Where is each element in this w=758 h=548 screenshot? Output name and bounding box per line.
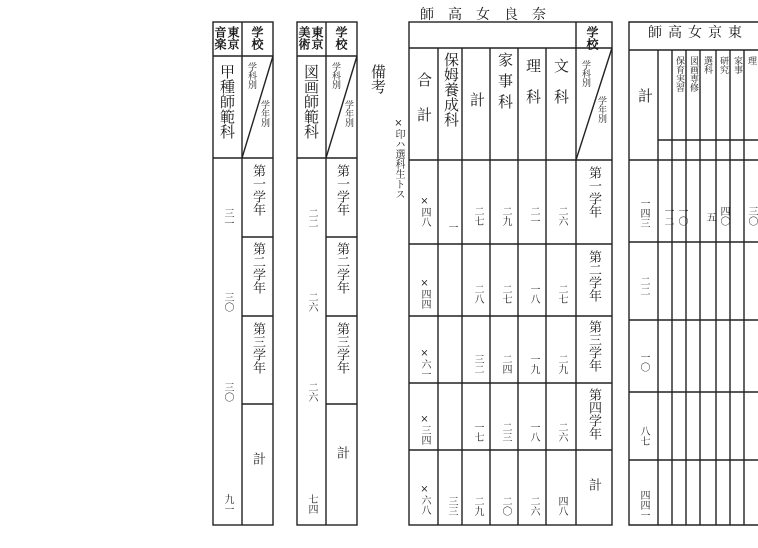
- table3-r4-literature: 二六: [556, 422, 567, 442]
- table1-school-line2: 音楽: [213, 26, 227, 50]
- table2-dept-name: 図画師範科: [302, 64, 320, 139]
- table1-value-2: 三〇: [222, 292, 233, 312]
- table3-r2-literature: 二七: [556, 284, 567, 304]
- table2-year-1: 第一学年: [334, 164, 349, 216]
- table3-col-science: 理科: [524, 58, 542, 120]
- table4-col-domestic: 家事: [732, 56, 742, 74]
- table4-cell-d: 四〇: [718, 206, 729, 226]
- table4-col-total: 計: [636, 88, 654, 103]
- table2-corner-dept: 学科別: [330, 62, 340, 89]
- table1-year-3: 第三学年: [250, 322, 265, 374]
- table4-col-elective: 選科: [702, 56, 712, 74]
- table3-r5-nursery: 三三: [446, 496, 457, 516]
- table4-col-childcare: 保育実習: [674, 56, 684, 92]
- table1-year-1: 第一学年: [250, 164, 265, 216]
- table2-value-1: 二二: [306, 208, 317, 228]
- table3-corner-school: 学校: [585, 26, 599, 50]
- table3-r3-science: 一九: [528, 354, 539, 374]
- table2-year-2: 第二学年: [334, 242, 349, 294]
- table3-r5-science: 二六: [528, 496, 539, 516]
- table4-total-r1: 一四三: [638, 198, 649, 228]
- table3-r4-science: 一八: [528, 422, 539, 442]
- table4-total-r5: 四四一: [638, 490, 649, 520]
- table3-r2-total: ×四四: [419, 278, 430, 309]
- table2-total-label: 計: [334, 446, 349, 459]
- table3-total-label: 計: [586, 478, 601, 491]
- table3-col-nursery: 保姆養成科: [442, 52, 460, 127]
- table3-r2-subtotal: 二八: [472, 284, 483, 304]
- table4-cell-b: 一〇: [676, 206, 687, 226]
- table4-cell-e: 三〇: [746, 206, 757, 226]
- table1-corner-dept: 学科別: [246, 62, 256, 89]
- table3-r5-literature: 四八: [556, 496, 567, 516]
- table3-r4-domestic: 二三: [500, 422, 511, 442]
- table3-school-name: 奈良女高師: [420, 7, 560, 23]
- table3-r3-total: ×六一: [419, 348, 430, 379]
- table4-col-drawing: 図画専修: [688, 56, 698, 92]
- table3-col-domestic: 家事科: [496, 52, 514, 115]
- table3-year-2: 第二学年: [586, 250, 601, 302]
- table3-corner-dept: 学科別: [580, 60, 590, 87]
- table3-r3-literature: 二九: [556, 354, 567, 374]
- table3-corner-year: 学年別: [596, 96, 606, 123]
- table2-corner-school: 学校: [334, 26, 348, 50]
- table1-total-value: 九一: [222, 494, 233, 514]
- table3-r3-subtotal: 三二: [472, 354, 483, 374]
- table2-total-value: 七四: [306, 494, 317, 514]
- table3-r1-total: ×四八: [419, 196, 430, 227]
- table4-total-r2: 二二: [638, 276, 649, 296]
- table3-year-1: 第一学年: [586, 166, 601, 218]
- table3-r4-total: ×三四: [419, 414, 430, 445]
- table1-year-2: 第二学年: [250, 242, 265, 294]
- table1-corner-year: 学年別: [259, 100, 269, 127]
- table2-corner-year: 学年別: [343, 100, 353, 127]
- table3-r2-science: 一八: [528, 284, 539, 304]
- table1-value-1: 三一: [222, 208, 233, 228]
- table4-total-r4: 八七: [638, 426, 649, 446]
- table2-year-3: 第三学年: [334, 322, 349, 374]
- table3-remark-label: 備考: [369, 64, 387, 94]
- table3-col-literature: 文科: [552, 58, 570, 120]
- table1-corner-school: 学校: [250, 26, 264, 50]
- table1-dept-name: 甲種師範科: [218, 64, 236, 139]
- table3-r1-nursery: 一: [446, 222, 457, 232]
- table1-school-line1: 東京: [226, 26, 240, 50]
- table2-value-3: 二六: [306, 382, 317, 402]
- table3-r5-subtotal: 二九: [472, 496, 483, 516]
- table2-school-line2: 美術: [297, 26, 311, 50]
- table3-year-4: 第四学年: [586, 388, 601, 440]
- table1-total-label: 計: [250, 452, 265, 465]
- table3-r3-domestic: 二四: [500, 354, 511, 374]
- table4-col-science: 理: [746, 56, 756, 65]
- table3-r1-literature: 二六: [556, 206, 567, 226]
- table3-col-grand-total: 合計: [415, 72, 433, 142]
- table1-value-3: 三〇: [222, 382, 233, 402]
- table4-school-name: 東京女高師: [648, 25, 748, 41]
- table3-year-3: 第三学年: [586, 320, 601, 372]
- table3-r2-domestic: 二七: [500, 284, 511, 304]
- table3-col-subtotal: 計: [468, 92, 486, 119]
- table3-r5-total: ×六八: [419, 484, 430, 515]
- table2-school-line1: 東京: [310, 26, 324, 50]
- table4-col-research: 研究: [718, 56, 728, 74]
- table4-cell-a: 一二: [662, 206, 673, 226]
- table3-r1-science: 二一: [528, 206, 539, 226]
- table3-r5-domestic: 二〇: [500, 496, 511, 516]
- table4-cell-c: 五: [704, 212, 715, 222]
- table3-r4-subtotal: 一七: [472, 422, 483, 442]
- table3-r1-domestic: 二九: [500, 206, 511, 226]
- table3-remark: ×印ハ選科生トス: [393, 118, 404, 199]
- table2-value-2: 二六: [306, 292, 317, 312]
- table4-total-r3: 一〇: [638, 352, 649, 372]
- table3-r1-subtotal: 二七: [472, 206, 483, 226]
